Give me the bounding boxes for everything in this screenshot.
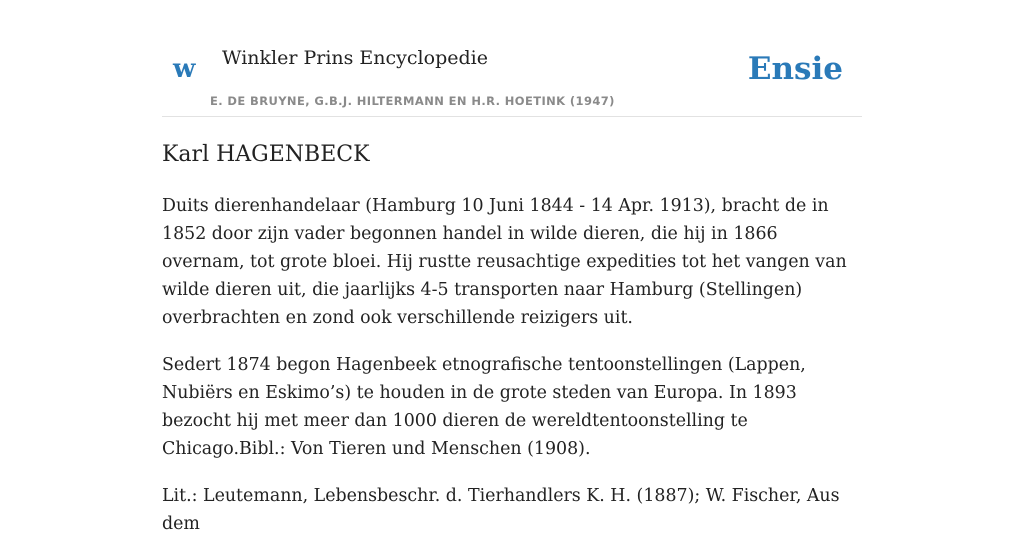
article-paragraph-2: Sedert 1874 begon Hagenbeek etnografische tentoonstellingen (Lappen, Nubiërs en Eskimo’s) te houden in de grote steden van Europa. In 1893 bezocht hij met meer dan 1000 dieren de wereldtentoonstelling te Chicago.Bibl.: Von Tieren und Menschen (1908). [162, 355, 806, 459]
article-body [162, 192, 862, 557]
ensie-brand-logo[interactable]: Ensie [747, 51, 843, 87]
work-authors: E. DE BRUYNE, G.B.J. HILTERMANN EN H.R. HOETINK (1947) [210, 94, 615, 108]
article-paragraph-1: Duits dierenhandelaar (Hamburg 10 Juni 1844 - 14 Apr. 1913), bracht de in 1852 door zijn vader begonnen handel in wilde dieren, die hij in 1866 overnam, tot grote bloei. Hij rustte reusachtige expedities tot het vangen van wilde dieren uit, die jaarlijks 4-5 transporten naar Hamburg (Stellingen) overbrachten en zond ook verschillende reizigers uit. [162, 196, 847, 328]
article-title: Karl HAGENBECK [162, 142, 370, 167]
literature-paragraph: Lit.: Leutemann, Lebensbeschr. d. Tierhandlers K. H. (1887); W. Fischer, Aus dem [162, 486, 840, 534]
winkler-prins-logo[interactable]: w [173, 54, 196, 84]
work-title[interactable]: Winkler Prins Encyclopedie [222, 47, 488, 69]
content-container [162, 0, 862, 534]
page-header [162, 0, 862, 117]
